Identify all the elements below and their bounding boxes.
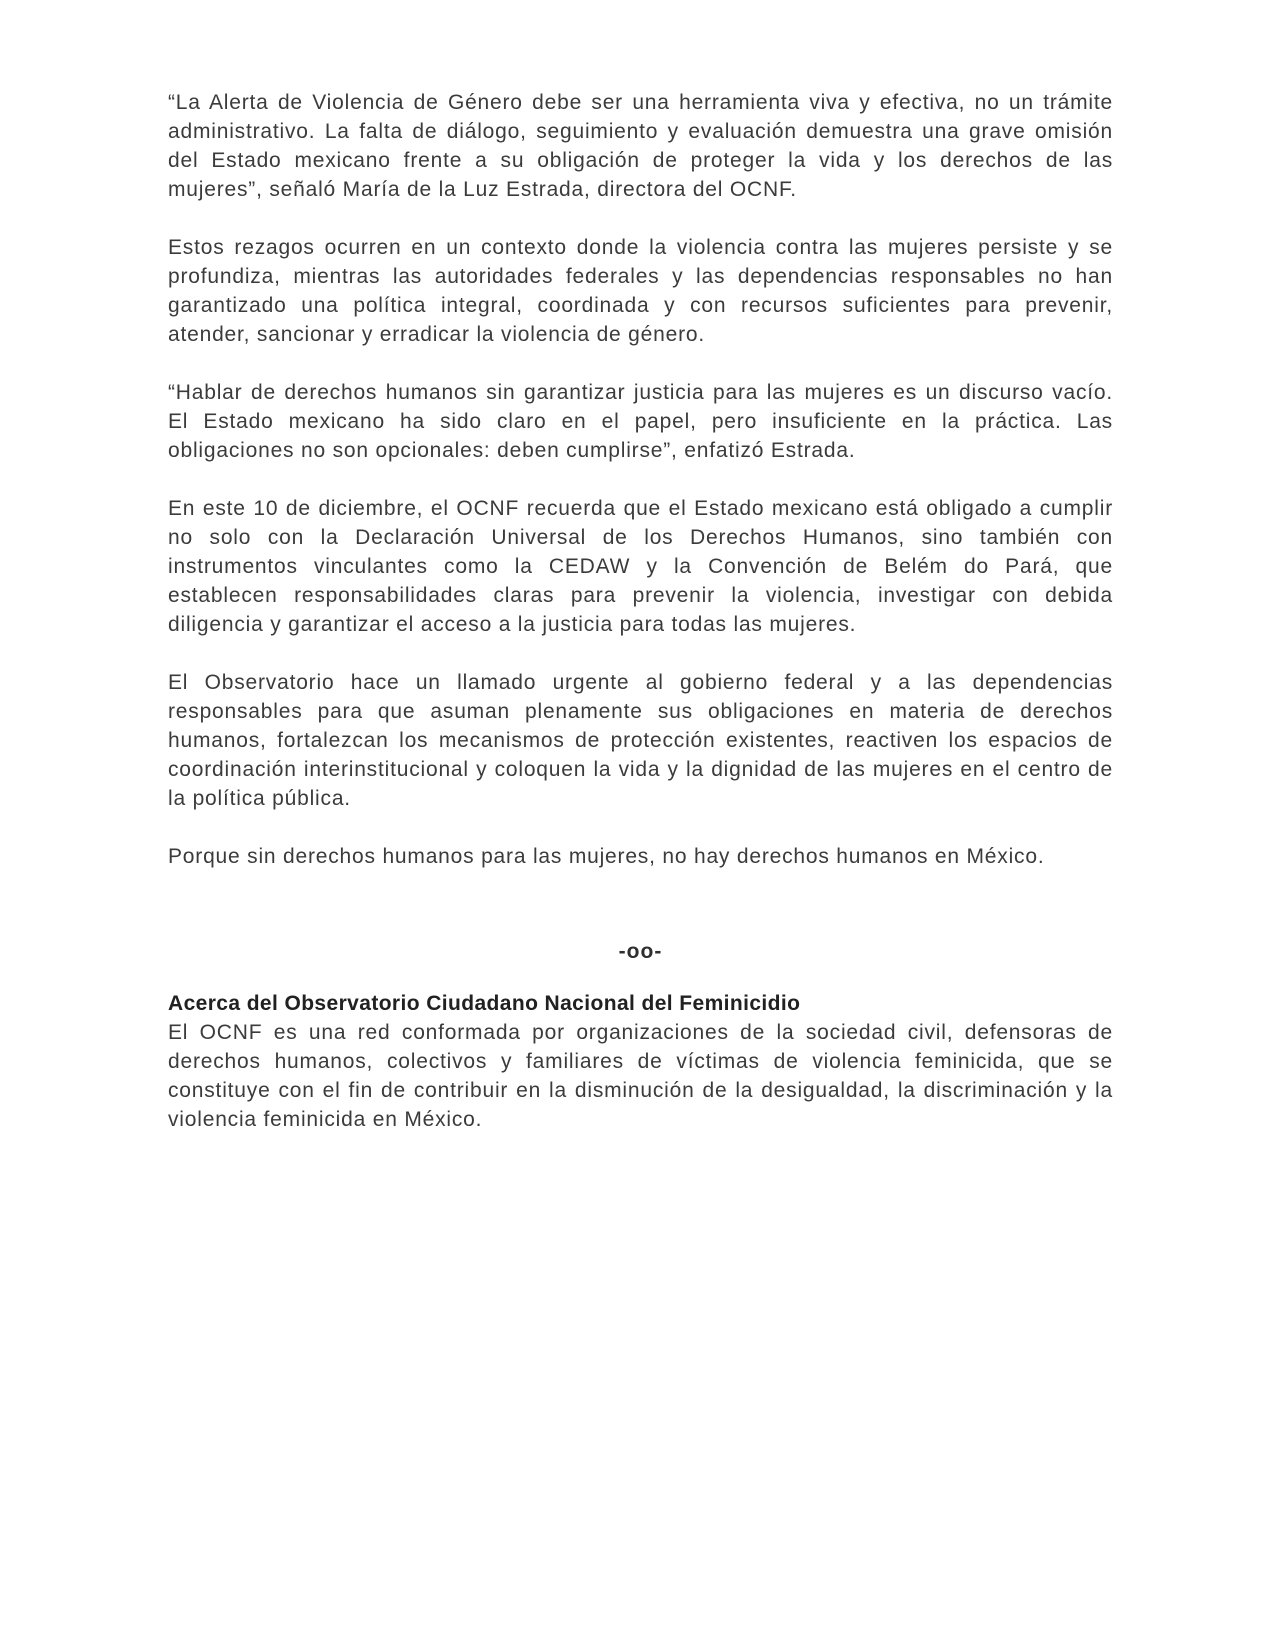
section-separator: -oo- [618, 940, 663, 963]
body-paragraph: “Hablar de derechos humanos sin garantizar justicia para las mujeres es un discurso vacío. El Estado mexicano ha sido claro en el papel, pero insuficiente en la práctica. Las obligaciones no son opcionales: deben cumplirse”, enfatizó Estrada. [168, 381, 1113, 462]
body-paragraph: En este 10 de diciembre, el OCNF recuerda que el Estado mexicano está obligado a cumplir no solo con la Declaración Universal de los Derechos Humanos, sino también con instrumentos vinculantes como la CEDAW y la Convención de Belém do Pará, que establecen responsabilidades claras para prevenir la violencia, investigar con debida diligencia y garantizar el acceso a la justicia para todas las mujeres. [168, 497, 1113, 636]
body-paragraph: Estos rezagos ocurren en un contexto donde la violencia contra las mujeres persiste y se profundiza, mientras las autoridades federales y las dependencias responsables no han garantizado una política integral, coordinada y con recursos suficientes para prevenir, atender, sancionar y erradicar la violencia de género. [168, 236, 1113, 346]
body-paragraph: “La Alerta de Violencia de Género debe ser una herramienta viva y efectiva, no un trámite administrativo. La falta de diálogo, seguimiento y evaluación demuestra una grave omisión del Estado mexicano frente a su obligación de proteger la vida y los derechos de las mujeres”, señaló María de la Luz Estrada, directora del OCNF. [168, 91, 1113, 201]
about-heading: Acerca del Observatorio Ciudadano Nacional del Feminicidio [168, 992, 801, 1015]
about-paragraph: El OCNF es una red conformada por organizaciones de la sociedad civil, defensoras de derechos humanos, colectivos y familiares de víctimas de violencia feminicida, que se constituye con el fin de contribuir en la disminución de la desigualdad, la discriminación y la violencia feminicida en México. [168, 1021, 1113, 1131]
body-paragraph: El Observatorio hace un llamado urgente al gobierno federal y a las dependencias responsables para que asuman plenamente sus obligaciones en materia de derechos humanos, fortalezcan los mecanismos de protección existentes, reactiven los espacios de coordinación interinstitucional y coloquen la vida y la dignidad de las mujeres en el centro de la política pública. [168, 671, 1113, 810]
body-paragraph: Porque sin derechos humanos para las mujeres, no hay derechos humanos en México. [168, 845, 1045, 868]
